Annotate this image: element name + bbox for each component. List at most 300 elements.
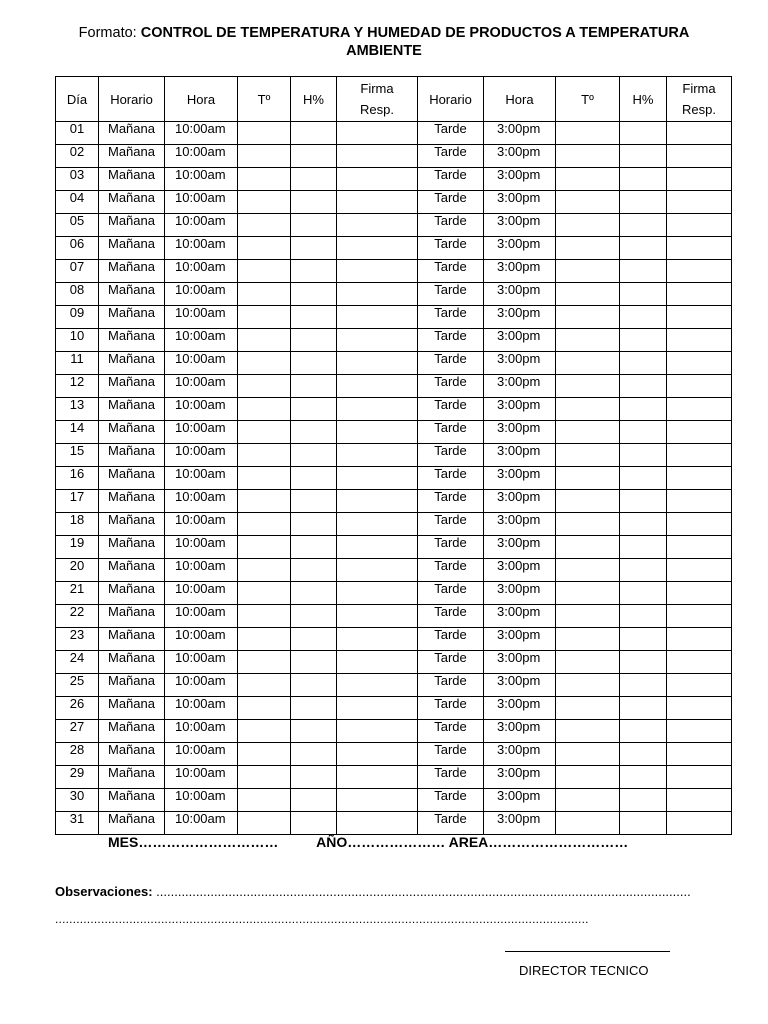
afternoon-temp-cell[interactable] [556, 582, 620, 605]
afternoon-time-cell: 3:00pm [484, 582, 556, 605]
afternoon-humidity-cell[interactable] [620, 214, 667, 237]
morning-label-cell: Mañana [99, 582, 165, 605]
table-row [56, 375, 732, 398]
morning-humidity-cell[interactable] [291, 375, 337, 398]
day-cell: 27 [56, 720, 99, 743]
morning-signature-cell[interactable] [337, 306, 418, 329]
afternoon-temp-cell[interactable] [556, 329, 620, 352]
morning-temp-cell[interactable] [238, 628, 291, 651]
afternoon-temp-cell[interactable] [556, 191, 620, 214]
morning-label-cell: Mañana [99, 628, 165, 651]
morning-temp-cell[interactable] [238, 214, 291, 237]
temperature-humidity-table [55, 76, 732, 835]
afternoon-humidity-cell[interactable] [620, 582, 667, 605]
table-row [56, 122, 732, 145]
morning-signature-cell[interactable] [337, 697, 418, 720]
morning-humidity-cell[interactable] [291, 122, 337, 145]
morning-label-cell: Mañana [99, 398, 165, 421]
day-cell: 04 [56, 191, 99, 214]
afternoon-temp-cell[interactable] [556, 168, 620, 191]
afternoon-humidity-cell[interactable] [620, 720, 667, 743]
afternoon-label-cell: Tarde [418, 812, 484, 835]
morning-humidity-cell[interactable] [291, 352, 337, 375]
afternoon-signature-cell[interactable] [667, 605, 732, 628]
afternoon-time-cell: 3:00pm [484, 467, 556, 490]
afternoon-humidity-cell[interactable] [620, 260, 667, 283]
table-row [56, 674, 732, 697]
table-row [56, 582, 732, 605]
afternoon-signature-cell[interactable] [667, 467, 732, 490]
morning-signature-cell[interactable] [337, 766, 418, 789]
morning-signature-cell[interactable] [337, 651, 418, 674]
afternoon-label-cell: Tarde [418, 559, 484, 582]
observaciones-dots-2: ....................................................................................................................................................... [55, 912, 589, 926]
morning-humidity-cell[interactable] [291, 743, 337, 766]
afternoon-time-cell: 3:00pm [484, 237, 556, 260]
afternoon-temp-cell[interactable] [556, 720, 620, 743]
morning-time-cell: 10:00am [165, 237, 238, 260]
afternoon-temp-cell[interactable] [556, 628, 620, 651]
morning-temp-cell[interactable] [238, 467, 291, 490]
morning-signature-cell[interactable] [337, 812, 418, 835]
afternoon-signature-cell[interactable] [667, 122, 732, 145]
afternoon-temp-cell[interactable] [556, 674, 620, 697]
morning-temp-cell[interactable] [238, 720, 291, 743]
title-line2: AMBIENTE [346, 43, 422, 59]
afternoon-signature-cell[interactable] [667, 329, 732, 352]
afternoon-humidity-cell[interactable] [620, 421, 667, 444]
morning-humidity-cell[interactable] [291, 421, 337, 444]
morning-time-cell: 10:00am [165, 375, 238, 398]
morning-humidity-cell[interactable] [291, 766, 337, 789]
afternoon-signature-cell[interactable] [667, 191, 732, 214]
morning-temp-cell[interactable] [238, 651, 291, 674]
afternoon-signature-cell[interactable] [667, 743, 732, 766]
morning-signature-cell[interactable] [337, 375, 418, 398]
afternoon-humidity-cell[interactable] [620, 766, 667, 789]
afternoon-humidity-cell[interactable] [620, 444, 667, 467]
morning-signature-cell[interactable] [337, 214, 418, 237]
afternoon-signature-cell[interactable] [667, 444, 732, 467]
table-row [56, 651, 732, 674]
afternoon-signature-cell[interactable] [667, 375, 732, 398]
afternoon-temp-cell[interactable] [556, 697, 620, 720]
morning-signature-cell[interactable] [337, 743, 418, 766]
morning-temp-cell[interactable] [238, 536, 291, 559]
morning-label-cell: Mañana [99, 536, 165, 559]
afternoon-signature-cell[interactable] [667, 628, 732, 651]
afternoon-signature-cell[interactable] [667, 352, 732, 375]
morning-humidity-cell[interactable] [291, 720, 337, 743]
morning-humidity-cell[interactable] [291, 168, 337, 191]
morning-time-cell: 10:00am [165, 812, 238, 835]
afternoon-signature-cell[interactable] [667, 651, 732, 674]
afternoon-signature-cell[interactable] [667, 559, 732, 582]
morning-signature-cell[interactable] [337, 260, 418, 283]
morning-humidity-cell[interactable] [291, 651, 337, 674]
afternoon-temp-cell[interactable] [556, 651, 620, 674]
afternoon-humidity-cell[interactable] [620, 191, 667, 214]
day-cell: 17 [56, 490, 99, 513]
morning-temp-cell[interactable] [238, 812, 291, 835]
afternoon-signature-cell[interactable] [667, 283, 732, 306]
morning-label-cell: Mañana [99, 812, 165, 835]
afternoon-humidity-cell[interactable] [620, 536, 667, 559]
afternoon-temp-cell[interactable] [556, 743, 620, 766]
morning-signature-cell[interactable] [337, 605, 418, 628]
observaciones-label: Observaciones: [55, 884, 153, 899]
signature-line [505, 951, 670, 952]
afternoon-time-cell: 3:00pm [484, 697, 556, 720]
morning-signature-cell[interactable] [337, 559, 418, 582]
morning-temp-cell[interactable] [238, 697, 291, 720]
morning-time-cell: 10:00am [165, 398, 238, 421]
afternoon-temp-cell[interactable] [556, 421, 620, 444]
morning-temp-cell[interactable] [238, 789, 291, 812]
afternoon-temp-cell[interactable] [556, 536, 620, 559]
morning-signature-cell[interactable] [337, 237, 418, 260]
morning-signature-cell[interactable] [337, 720, 418, 743]
morning-label-cell: Mañana [99, 766, 165, 789]
afternoon-label-cell: Tarde [418, 168, 484, 191]
morning-temp-cell[interactable] [238, 444, 291, 467]
afternoon-signature-cell[interactable] [667, 674, 732, 697]
afternoon-signature-cell[interactable] [667, 306, 732, 329]
day-cell: 24 [56, 651, 99, 674]
morning-temp-cell[interactable] [238, 490, 291, 513]
morning-signature-cell[interactable] [337, 582, 418, 605]
day-cell: 13 [56, 398, 99, 421]
afternoon-humidity-cell[interactable] [620, 375, 667, 398]
morning-signature-cell[interactable] [337, 444, 418, 467]
morning-humidity-cell[interactable] [291, 283, 337, 306]
morning-humidity-cell[interactable] [291, 559, 337, 582]
afternoon-temp-cell[interactable] [556, 214, 620, 237]
afternoon-humidity-cell[interactable] [620, 168, 667, 191]
afternoon-label-cell: Tarde [418, 628, 484, 651]
morning-temp-cell[interactable] [238, 582, 291, 605]
morning-humidity-cell[interactable] [291, 398, 337, 421]
morning-time-cell: 10:00am [165, 122, 238, 145]
table-row [56, 398, 732, 421]
table-row [56, 283, 732, 306]
day-cell: 08 [56, 283, 99, 306]
day-cell: 29 [56, 766, 99, 789]
afternoon-temp-cell[interactable] [556, 559, 620, 582]
afternoon-time-cell: 3:00pm [484, 651, 556, 674]
afternoon-time-cell: 3:00pm [484, 628, 556, 651]
afternoon-time-cell: 3:00pm [484, 421, 556, 444]
afternoon-time-cell: 3:00pm [484, 283, 556, 306]
afternoon-temp-cell[interactable] [556, 398, 620, 421]
morning-time-cell: 10:00am [165, 168, 238, 191]
morning-time-cell: 10:00am [165, 651, 238, 674]
morning-signature-cell[interactable] [337, 628, 418, 651]
afternoon-signature-cell[interactable] [667, 237, 732, 260]
afternoon-temp-cell[interactable] [556, 145, 620, 168]
day-cell: 25 [56, 674, 99, 697]
morning-time-cell: 10:00am [165, 214, 238, 237]
afternoon-signature-cell[interactable] [667, 582, 732, 605]
afternoon-temp-cell[interactable] [556, 260, 620, 283]
morning-signature-cell[interactable] [337, 513, 418, 536]
table-row [56, 513, 732, 536]
morning-humidity-cell[interactable] [291, 444, 337, 467]
morning-temp-cell[interactable] [238, 122, 291, 145]
morning-temp-cell[interactable] [238, 191, 291, 214]
morning-temp-cell[interactable] [238, 168, 291, 191]
morning-time-cell: 10:00am [165, 191, 238, 214]
morning-time-cell: 10:00am [165, 444, 238, 467]
morning-humidity-cell[interactable] [291, 628, 337, 651]
morning-signature-cell[interactable] [337, 145, 418, 168]
column-header: Horario [418, 77, 484, 122]
morning-label-cell: Mañana [99, 605, 165, 628]
afternoon-label-cell: Tarde [418, 237, 484, 260]
afternoon-humidity-cell[interactable] [620, 789, 667, 812]
afternoon-time-cell: 3:00pm [484, 191, 556, 214]
afternoon-time-cell: 3:00pm [484, 536, 556, 559]
afternoon-humidity-cell[interactable] [620, 145, 667, 168]
morning-temp-cell[interactable] [238, 145, 291, 168]
afternoon-temp-cell[interactable] [556, 605, 620, 628]
afternoon-signature-cell[interactable] [667, 145, 732, 168]
afternoon-label-cell: Tarde [418, 214, 484, 237]
morning-humidity-cell[interactable] [291, 214, 337, 237]
afternoon-temp-cell[interactable] [556, 467, 620, 490]
afternoon-humidity-cell[interactable] [620, 513, 667, 536]
morning-humidity-cell[interactable] [291, 582, 337, 605]
afternoon-temp-cell[interactable] [556, 283, 620, 306]
morning-time-cell: 10:00am [165, 260, 238, 283]
morning-humidity-cell[interactable] [291, 789, 337, 812]
morning-time-cell: 10:00am [165, 628, 238, 651]
morning-temp-cell[interactable] [238, 513, 291, 536]
afternoon-temp-cell[interactable] [556, 237, 620, 260]
afternoon-humidity-cell[interactable] [620, 674, 667, 697]
morning-label-cell: Mañana [99, 674, 165, 697]
morning-temp-cell[interactable] [238, 559, 291, 582]
morning-label-cell: Mañana [99, 743, 165, 766]
afternoon-time-cell: 3:00pm [484, 122, 556, 145]
afternoon-humidity-cell[interactable] [620, 605, 667, 628]
afternoon-label-cell: Tarde [418, 352, 484, 375]
day-cell: 10 [56, 329, 99, 352]
anio-area-field: AÑO………………… AREA………………………… [316, 834, 629, 850]
morning-humidity-cell[interactable] [291, 605, 337, 628]
morning-humidity-cell[interactable] [291, 536, 337, 559]
morning-temp-cell[interactable] [238, 375, 291, 398]
afternoon-humidity-cell[interactable] [620, 467, 667, 490]
morning-time-cell: 10:00am [165, 789, 238, 812]
table-row [56, 697, 732, 720]
morning-temp-cell[interactable] [238, 421, 291, 444]
morning-temp-cell[interactable] [238, 766, 291, 789]
afternoon-signature-cell[interactable] [667, 421, 732, 444]
afternoon-temp-cell[interactable] [556, 122, 620, 145]
morning-humidity-cell[interactable] [291, 191, 337, 214]
morning-temp-cell[interactable] [238, 306, 291, 329]
table-row [56, 145, 732, 168]
morning-label-cell: Mañana [99, 467, 165, 490]
table-row [56, 605, 732, 628]
column-header: H% [291, 77, 337, 122]
afternoon-label-cell: Tarde [418, 720, 484, 743]
morning-humidity-cell[interactable] [291, 697, 337, 720]
afternoon-label-cell: Tarde [418, 605, 484, 628]
morning-humidity-cell[interactable] [291, 490, 337, 513]
day-cell: 19 [56, 536, 99, 559]
table-row [56, 352, 732, 375]
afternoon-signature-cell[interactable] [667, 789, 732, 812]
morning-humidity-cell[interactable] [291, 306, 337, 329]
morning-signature-cell[interactable] [337, 421, 418, 444]
afternoon-time-cell: 3:00pm [484, 766, 556, 789]
morning-signature-cell[interactable] [337, 398, 418, 421]
afternoon-temp-cell[interactable] [556, 812, 620, 835]
morning-temp-cell[interactable] [238, 743, 291, 766]
morning-label-cell: Mañana [99, 444, 165, 467]
morning-signature-cell[interactable] [337, 674, 418, 697]
afternoon-signature-cell[interactable] [667, 214, 732, 237]
morning-time-cell: 10:00am [165, 743, 238, 766]
day-cell: 22 [56, 605, 99, 628]
afternoon-label-cell: Tarde [418, 490, 484, 513]
observaciones-dots-1: .................................................................................................................................................... [152, 884, 691, 899]
afternoon-temp-cell[interactable] [556, 789, 620, 812]
morning-signature-cell[interactable] [337, 352, 418, 375]
morning-humidity-cell[interactable] [291, 467, 337, 490]
afternoon-label-cell: Tarde [418, 421, 484, 444]
afternoon-signature-cell[interactable] [667, 490, 732, 513]
afternoon-temp-cell[interactable] [556, 766, 620, 789]
morning-signature-cell[interactable] [337, 467, 418, 490]
table-row [56, 444, 732, 467]
afternoon-temp-cell[interactable] [556, 352, 620, 375]
morning-temp-cell[interactable] [238, 605, 291, 628]
afternoon-humidity-cell[interactable] [620, 697, 667, 720]
afternoon-humidity-cell[interactable] [620, 329, 667, 352]
afternoon-humidity-cell[interactable] [620, 743, 667, 766]
morning-humidity-cell[interactable] [291, 145, 337, 168]
afternoon-temp-cell[interactable] [556, 513, 620, 536]
afternoon-humidity-cell[interactable] [620, 352, 667, 375]
afternoon-time-cell: 3:00pm [484, 559, 556, 582]
afternoon-signature-cell[interactable] [667, 697, 732, 720]
morning-humidity-cell[interactable] [291, 674, 337, 697]
morning-signature-cell[interactable] [337, 191, 418, 214]
morning-signature-cell[interactable] [337, 283, 418, 306]
morning-temp-cell[interactable] [238, 329, 291, 352]
morning-signature-cell[interactable] [337, 329, 418, 352]
afternoon-temp-cell[interactable] [556, 490, 620, 513]
afternoon-label-cell: Tarde [418, 766, 484, 789]
column-header: Horario [99, 77, 165, 122]
morning-temp-cell[interactable] [238, 674, 291, 697]
afternoon-humidity-cell[interactable] [620, 122, 667, 145]
day-cell: 30 [56, 789, 99, 812]
afternoon-signature-cell[interactable] [667, 398, 732, 421]
afternoon-signature-cell[interactable] [667, 260, 732, 283]
afternoon-temp-cell[interactable] [556, 444, 620, 467]
morning-signature-cell[interactable] [337, 536, 418, 559]
afternoon-signature-cell[interactable] [667, 766, 732, 789]
morning-temp-cell[interactable] [238, 260, 291, 283]
morning-signature-cell[interactable] [337, 122, 418, 145]
afternoon-label-cell: Tarde [418, 398, 484, 421]
table-row [56, 260, 732, 283]
afternoon-signature-cell[interactable] [667, 536, 732, 559]
morning-temp-cell[interactable] [238, 398, 291, 421]
day-cell: 05 [56, 214, 99, 237]
afternoon-humidity-cell[interactable] [620, 398, 667, 421]
afternoon-humidity-cell[interactable] [620, 306, 667, 329]
month-year-area-line [108, 834, 628, 850]
afternoon-signature-cell[interactable] [667, 720, 732, 743]
afternoon-temp-cell[interactable] [556, 306, 620, 329]
afternoon-signature-cell[interactable] [667, 812, 732, 835]
afternoon-label-cell: Tarde [418, 306, 484, 329]
afternoon-time-cell: 3:00pm [484, 145, 556, 168]
morning-signature-cell[interactable] [337, 490, 418, 513]
morning-temp-cell[interactable] [238, 283, 291, 306]
morning-time-cell: 10:00am [165, 697, 238, 720]
afternoon-humidity-cell[interactable] [620, 628, 667, 651]
morning-humidity-cell[interactable] [291, 329, 337, 352]
afternoon-time-cell: 3:00pm [484, 214, 556, 237]
morning-humidity-cell[interactable] [291, 237, 337, 260]
morning-temp-cell[interactable] [238, 237, 291, 260]
day-cell: 14 [56, 421, 99, 444]
afternoon-signature-cell[interactable] [667, 513, 732, 536]
day-cell: 09 [56, 306, 99, 329]
morning-temp-cell[interactable] [238, 352, 291, 375]
morning-time-cell: 10:00am [165, 467, 238, 490]
afternoon-time-cell: 3:00pm [484, 352, 556, 375]
morning-humidity-cell[interactable] [291, 513, 337, 536]
afternoon-label-cell: Tarde [418, 651, 484, 674]
day-cell: 26 [56, 697, 99, 720]
afternoon-humidity-cell[interactable] [620, 283, 667, 306]
morning-label-cell: Mañana [99, 145, 165, 168]
morning-time-cell: 10:00am [165, 766, 238, 789]
observaciones-line [55, 884, 691, 899]
morning-signature-cell[interactable] [337, 789, 418, 812]
afternoon-signature-cell[interactable] [667, 168, 732, 191]
afternoon-label-cell: Tarde [418, 743, 484, 766]
morning-humidity-cell[interactable] [291, 812, 337, 835]
afternoon-humidity-cell[interactable] [620, 812, 667, 835]
afternoon-humidity-cell[interactable] [620, 237, 667, 260]
day-cell: 20 [56, 559, 99, 582]
morning-signature-cell[interactable] [337, 168, 418, 191]
day-cell: 07 [56, 260, 99, 283]
afternoon-humidity-cell[interactable] [620, 559, 667, 582]
afternoon-humidity-cell[interactable] [620, 651, 667, 674]
day-cell: 23 [56, 628, 99, 651]
afternoon-temp-cell[interactable] [556, 375, 620, 398]
afternoon-label-cell: Tarde [418, 582, 484, 605]
morning-label-cell: Mañana [99, 651, 165, 674]
morning-humidity-cell[interactable] [291, 260, 337, 283]
afternoon-time-cell: 3:00pm [484, 605, 556, 628]
morning-label-cell: Mañana [99, 283, 165, 306]
table-row [56, 559, 732, 582]
afternoon-humidity-cell[interactable] [620, 490, 667, 513]
table-row [56, 490, 732, 513]
mes-field: MES………………………… [108, 834, 279, 850]
table-row [56, 812, 732, 835]
